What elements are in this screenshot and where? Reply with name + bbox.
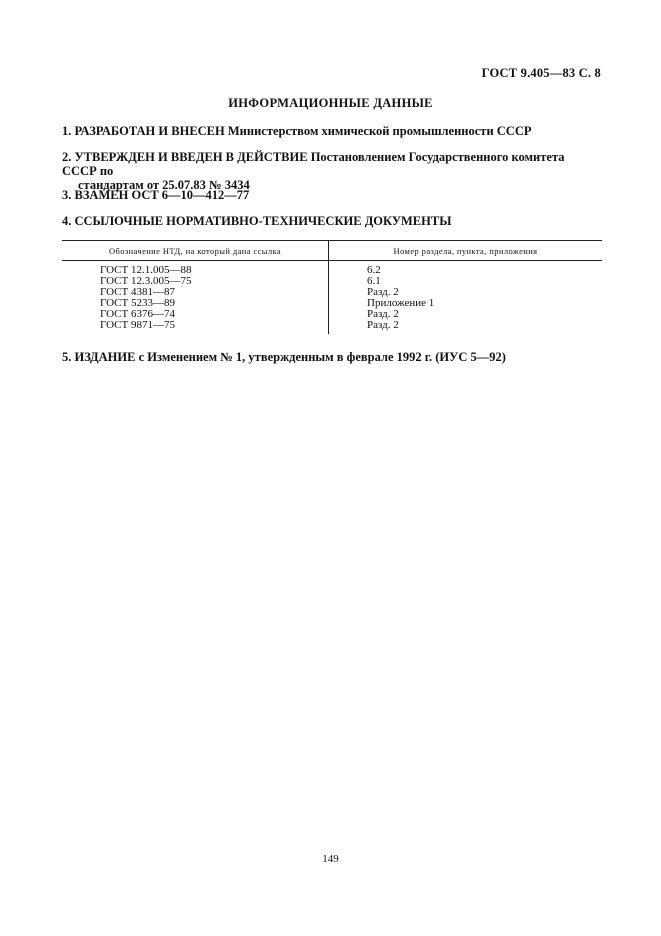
item-number: 2. [62, 150, 72, 164]
table-cell-document: ГОСТ 6376—74 [100, 308, 175, 320]
table-cell-document: ГОСТ 12.3.005—75 [100, 275, 192, 287]
table-cell-section: 6.1 [367, 275, 381, 287]
table-cell-section: Разд. 2 [367, 319, 399, 331]
item-text: с Изменением № 1, утвержденным в феврале 1992 г. (ИУС 5—92) [138, 350, 506, 364]
item-text-continuation: стандартам от 25.07.83 № 3434 [78, 178, 250, 192]
item-number: 4. [62, 214, 72, 228]
item-text: Постановлением Государственного комитета СССР по [62, 150, 565, 178]
info-item-references [62, 214, 602, 228]
column-header-section: Номер раздела, пункта, приложения [329, 241, 603, 261]
table-header-row [62, 241, 602, 261]
table-cell-document: ГОСТ 9871—75 [100, 319, 175, 331]
item-number: 3. [62, 188, 72, 202]
table-cell-section: Разд. 2 [367, 308, 399, 320]
document-column [62, 261, 329, 335]
item-number: 1. [62, 124, 72, 138]
item-lead: ИЗДАНИЕ [74, 350, 136, 364]
item-lead: УТВЕРЖДЕН И ВВЕДЕН В ДЕЙСТВИЕ [74, 150, 308, 164]
table-cell-document: ГОСТ 12.1.005—88 [100, 264, 192, 276]
column-header-document: Обозначение НТД, на который дана ссылка [62, 241, 329, 261]
item-number: 5. [62, 350, 72, 364]
info-item-approved [62, 150, 602, 192]
page-number: 149 [322, 853, 339, 865]
reference-documents-table [62, 240, 602, 334]
table-cell-section: 6.2 [367, 264, 381, 276]
table-cell-document: ГОСТ 4381—87 [100, 286, 175, 298]
item-text: Министерством химической промышленности СССР [227, 124, 532, 138]
item-lead: ВЗАМЕН ОСТ 6—10—412—77 [74, 188, 250, 202]
table-cell-section: Разд. 2 [367, 286, 399, 298]
item-lead: РАЗРАБОТАН И ВНЕСЕН [74, 124, 225, 138]
info-item-edition [62, 350, 602, 364]
table-cell-section: Приложение 1 [367, 297, 435, 309]
document-reference: ГОСТ 9.405—83 С. 8 [481, 66, 601, 80]
info-item-developed [62, 124, 602, 138]
info-item-replaces [62, 188, 602, 202]
table-body-row [62, 261, 602, 335]
item-lead: ССЫЛОЧНЫЕ НОРМАТИВНО-ТЕХНИЧЕСКИЕ ДОКУМЕНТЫ [74, 214, 452, 228]
table-cell-document: ГОСТ 5233—89 [100, 297, 175, 309]
page-title: ИНФОРМАЦИОННЫЕ ДАННЫЕ [228, 96, 433, 110]
section-column [329, 261, 603, 335]
